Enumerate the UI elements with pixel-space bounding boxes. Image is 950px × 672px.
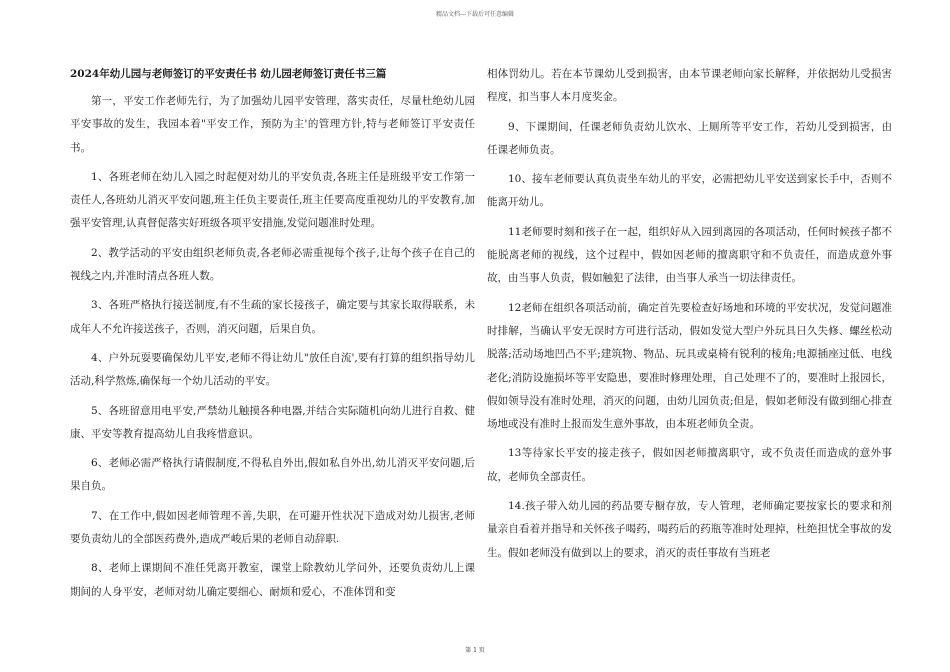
paragraph: 9、下课期间，任课老师负责幼儿饮水、上厕所等平安工作，若幼儿受到损害，由任课老师负责。 (487, 120, 892, 156)
paragraph: 4、户外玩耍要确保幼儿平安,老师不得让幼儿"放任自流',要有打算的组织指导幼儿活动,科学熬炼,确保每一个幼儿活动的平安。 (70, 351, 475, 388)
paragraph: 5、各班留意用电平安,严禁幼儿触摸各种电器,并结合实际随机向幼儿进行自救、健康、平安等教育提高幼儿自我疼惜意识。 (70, 404, 475, 440)
paragraph: 8、老师上课期间不准任凭离开教室，课堂上除教幼儿学问外，还要负责幼儿上课期间的人身平安，老师对幼儿确定要细心、耐烦和爱心，不准体罚和变 (70, 562, 475, 598)
paragraph: 13等待家长平安的接走孩子，假如因老师擅离职守，或不负责任而造成的意外事故，老师负全部责任。 (487, 447, 892, 483)
document-title: 2024年幼儿园与老师签订的平安责任书 幼儿园老师签订责任书三篇 (70, 68, 387, 80)
paragraph: 7、在工作中,假如因老师管理不善,失职，在可避开性状况下造成对幼儿损害,老师要负责幼儿的全部医药费外,造成严峻后果的老师自动辞职. (70, 509, 475, 546)
header-watermark: 精品文档---下载后可任意编辑 (435, 11, 515, 18)
paragraph: 2、教学活动的平安由组织老师负责,各老师必需重视每个孩子,让每个孩子在自己的视线之内,并准时清点各班人数。 (70, 246, 475, 283)
paragraph: 14.孩子带入幼儿园的药品要专橱存放，专人管理，老师确定要按家长的要求和剂量亲自看着并指导和关怀孩子喝药，喝药后的药瓶等准时处理掉，杜绝担忧全事故的发生。假如老师没有做到以上的要求，消灭的责任事故有当班老 (487, 500, 892, 559)
paragraph: 第一，平安工作老师先行，为了加强幼儿园平安管理，落实责任，尽量杜绝幼儿园平安事故的发生，我园本着"平安工作，预防为主'的管理方针,特与老师签订平安责任书。 (70, 95, 475, 154)
paragraph: 1、各班老师在幼儿入园之时起便对幼儿的平安负责,各班主任是班级平安工作第一责任人,各班幼儿消灭平安问题,班主任负主要责任,班主任要高度重视幼儿的平安教育,加强平安管理,认真督促落实好班级各项平安措施,发觉问题准时处理。 (70, 170, 475, 230)
paragraph: 12老师在组织各项活动前，确定首先要检查好场地和环境的平安状况，发觉问题准时排解，当确认平安无误时方可进行活动，假如发觉大型户外玩具日久失修、螺丝松动脱落;活动场地凹凸不平;建筑物、物品、玩具或桌椅有锐利的棱角;电源插座过低、电线老化;消防设施损坏等平安隐患，要准时修理处理，自己处理不了的，要准时上报园长，假如领导没有准时处理，消灭的问题，由幼儿园负责;但是，假如老师没有做到细心排查场地或没有准时上报而发生意外事故，由本班老师负全责。 (487, 301, 892, 431)
left-column (70, 63, 475, 610)
paragraph: 10、接车老师要认真负责坐车幼儿的平安，必需把幼儿平安送到家长手中，否则不能离开幼儿。 (487, 173, 892, 209)
paragraph-continued: 相体罚幼儿。若在本节课幼儿受到损害，由本节课老师向家长解释，并依据幼儿受损害程度，扣当事人本月度奖金。 (487, 68, 892, 104)
paragraph: 11老师要时刻和孩子在一起，组织好从入园到离园的各项活动，任何时候孩子都不能脱离老师的视线，这个过程中，假如因老师的擅离职守和不负责任，而造成意外事故，由当事人负责，假如触犯了法律，由当事人承当一切法律责任。 (487, 225, 892, 285)
page-number: 第 1 页 (465, 647, 485, 654)
paragraph: 6、老师必需严格执行请假制度,不得私自外出,假如私自外出,幼儿消灭平安问题,后果自负。 (70, 457, 475, 493)
paragraph: 3、各班严格执行接送制度,有不生疏的家长接孩子，确定要与其家长取得联系，未成年人不允许接送孩子，否则，消灭问题，后果自负。 (70, 299, 475, 335)
right-column (487, 63, 892, 571)
